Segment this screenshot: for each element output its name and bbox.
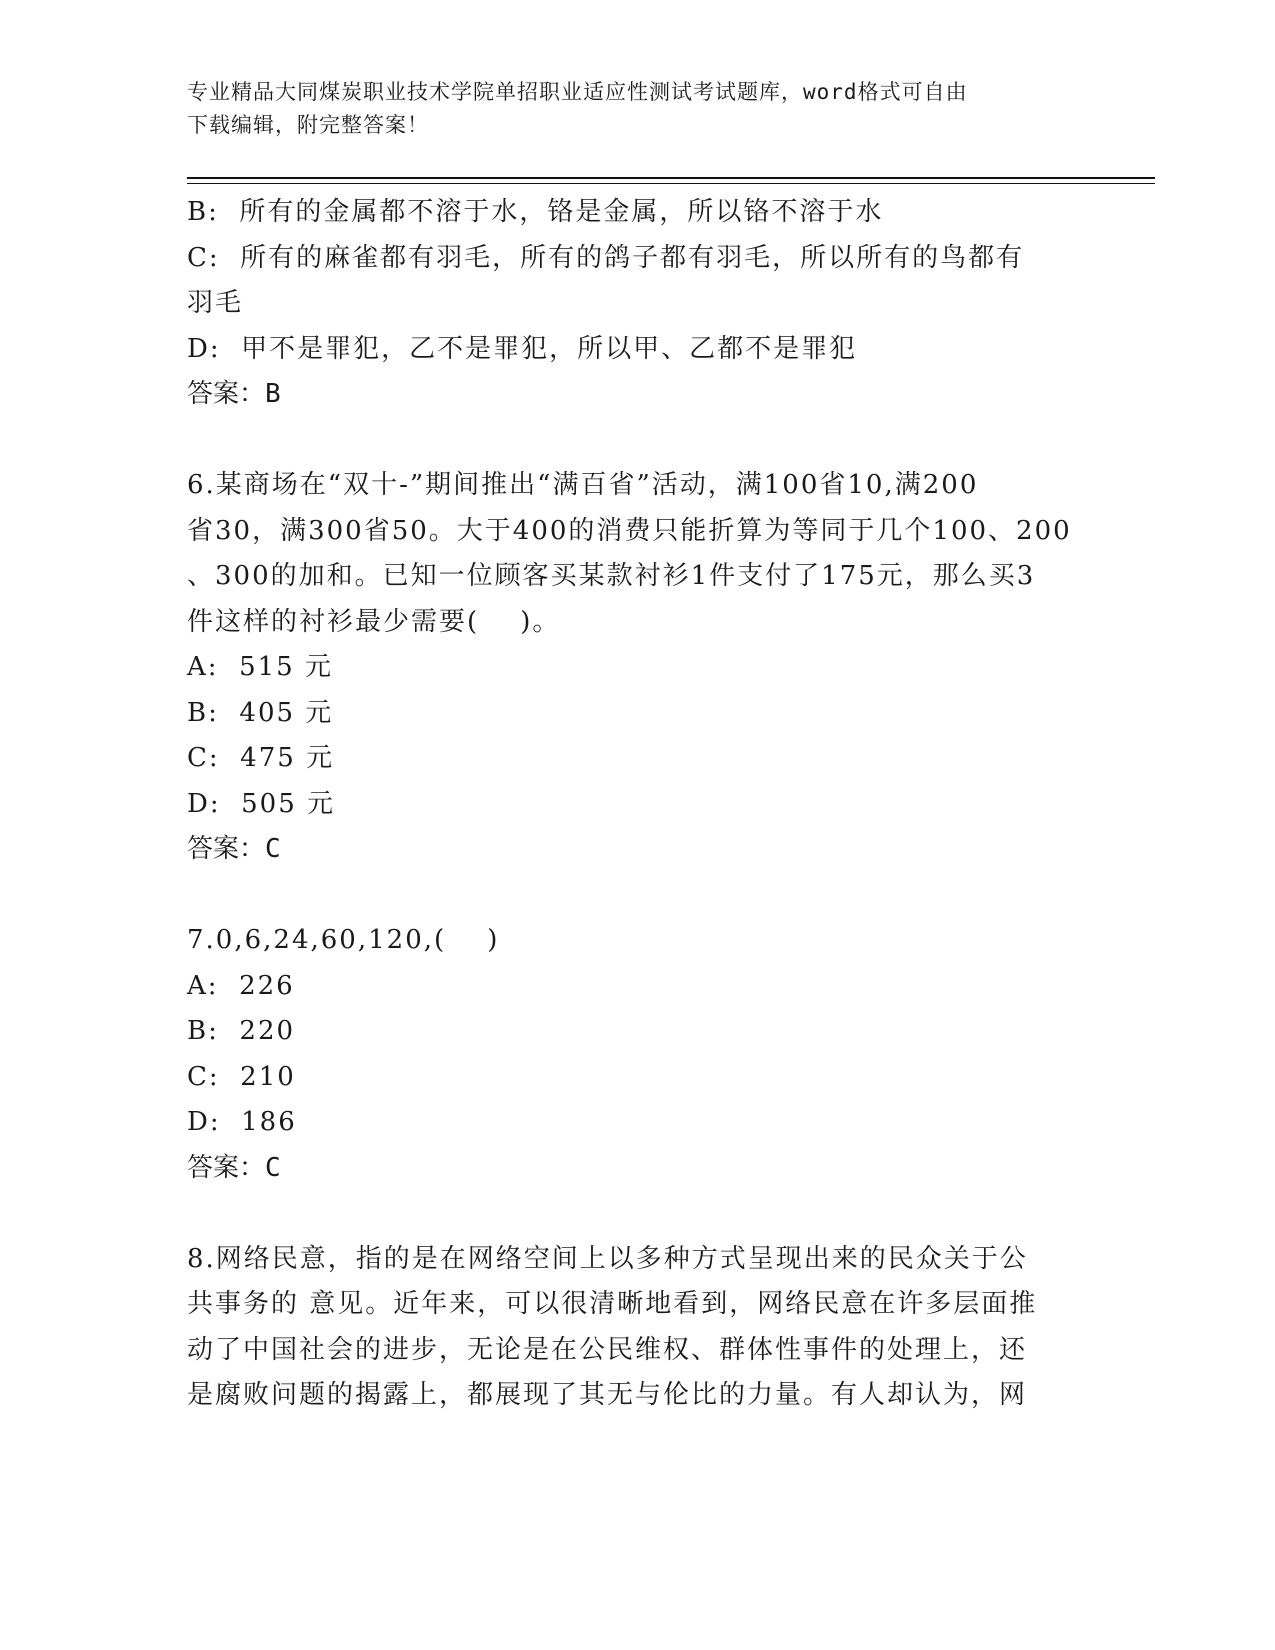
spacer xyxy=(187,1191,1087,1237)
q8-stem-line-1: 8.网络民意，指的是在网络空间上以多种方式呈现出来的民众关于公 xyxy=(187,1243,1028,1274)
q6-option-d: D: 505 元 xyxy=(187,788,336,819)
q5-option-d: D: 甲不是罪犯，乙不是罪犯，所以甲、乙都不是罪犯 xyxy=(187,333,858,364)
document-page xyxy=(187,0,1087,1650)
q6-answer: 答案：C xyxy=(187,834,281,864)
spacer xyxy=(187,418,1087,464)
q7-option-a: A: 226 xyxy=(187,970,295,1001)
q7-stem: 7.0,6,24,60,120,( ) xyxy=(187,925,500,955)
q6-stem-line-3: 、300的加和。已知一位顾客买某款衬衫1件支付了175元，那么买3 xyxy=(187,561,1036,591)
header-divider-thick xyxy=(187,177,1155,179)
q5-option-c-line-1: C: 所有的麻雀都有羽毛，所有的鸽子都有羽毛，所以所有的鸟都有 xyxy=(187,242,1025,273)
q5-option-b: B: 所有的金属都不溶于水，铬是金属，所以铬不溶于水 xyxy=(187,197,884,227)
q5-answer: 答案：B xyxy=(187,379,281,409)
spacer xyxy=(187,873,1087,919)
q6-option-b: B: 405 元 xyxy=(187,697,334,728)
q6-stem-line-1: 6.某商场在“双十-”期间推出“满百省”活动，满100省10,满200 xyxy=(187,470,979,500)
q8-stem-line-3: 动了中国社会的进步，无论是在公民维权、群体性事件的处理上，还 xyxy=(187,1334,1028,1365)
header-line-2: 下载编辑，附完整答案！ xyxy=(187,113,429,137)
q6-option-c: C: 475 元 xyxy=(187,743,335,773)
q7-answer: 答案：C xyxy=(187,1152,281,1183)
q7-option-c: C: 210 xyxy=(187,1061,296,1092)
q6-stem-line-2: 省30，满300省50。大于400的消费只能折算为等同于几个100、200 xyxy=(187,515,1072,546)
q8-stem-line-4: 是腐败问题的揭露上，都展现了其无与伦比的力量。有人却认为，网 xyxy=(187,1380,1028,1410)
header-line-1: 专业精品大同煤炭职业技术学院单招职业适应性测试考试题库，word格式可自由 xyxy=(187,80,968,104)
q5-option-c-line-2: 羽毛 xyxy=(187,288,244,318)
page-header xyxy=(187,76,1087,142)
document-body xyxy=(187,190,1087,1419)
header-divider-thin xyxy=(187,183,1155,184)
q6-stem-line-4: 件这样的衬衫最少需要( )。 xyxy=(187,606,561,637)
q6-option-a: A: 515 元 xyxy=(187,652,333,682)
q7-option-b: B: 220 xyxy=(187,1016,296,1046)
q7-option-d: D: 186 xyxy=(187,1107,297,1137)
q8-stem-line-2: 共事务的 意见。近年来，可以很清晰地看到，网络民意在许多层面推 xyxy=(187,1289,1038,1319)
